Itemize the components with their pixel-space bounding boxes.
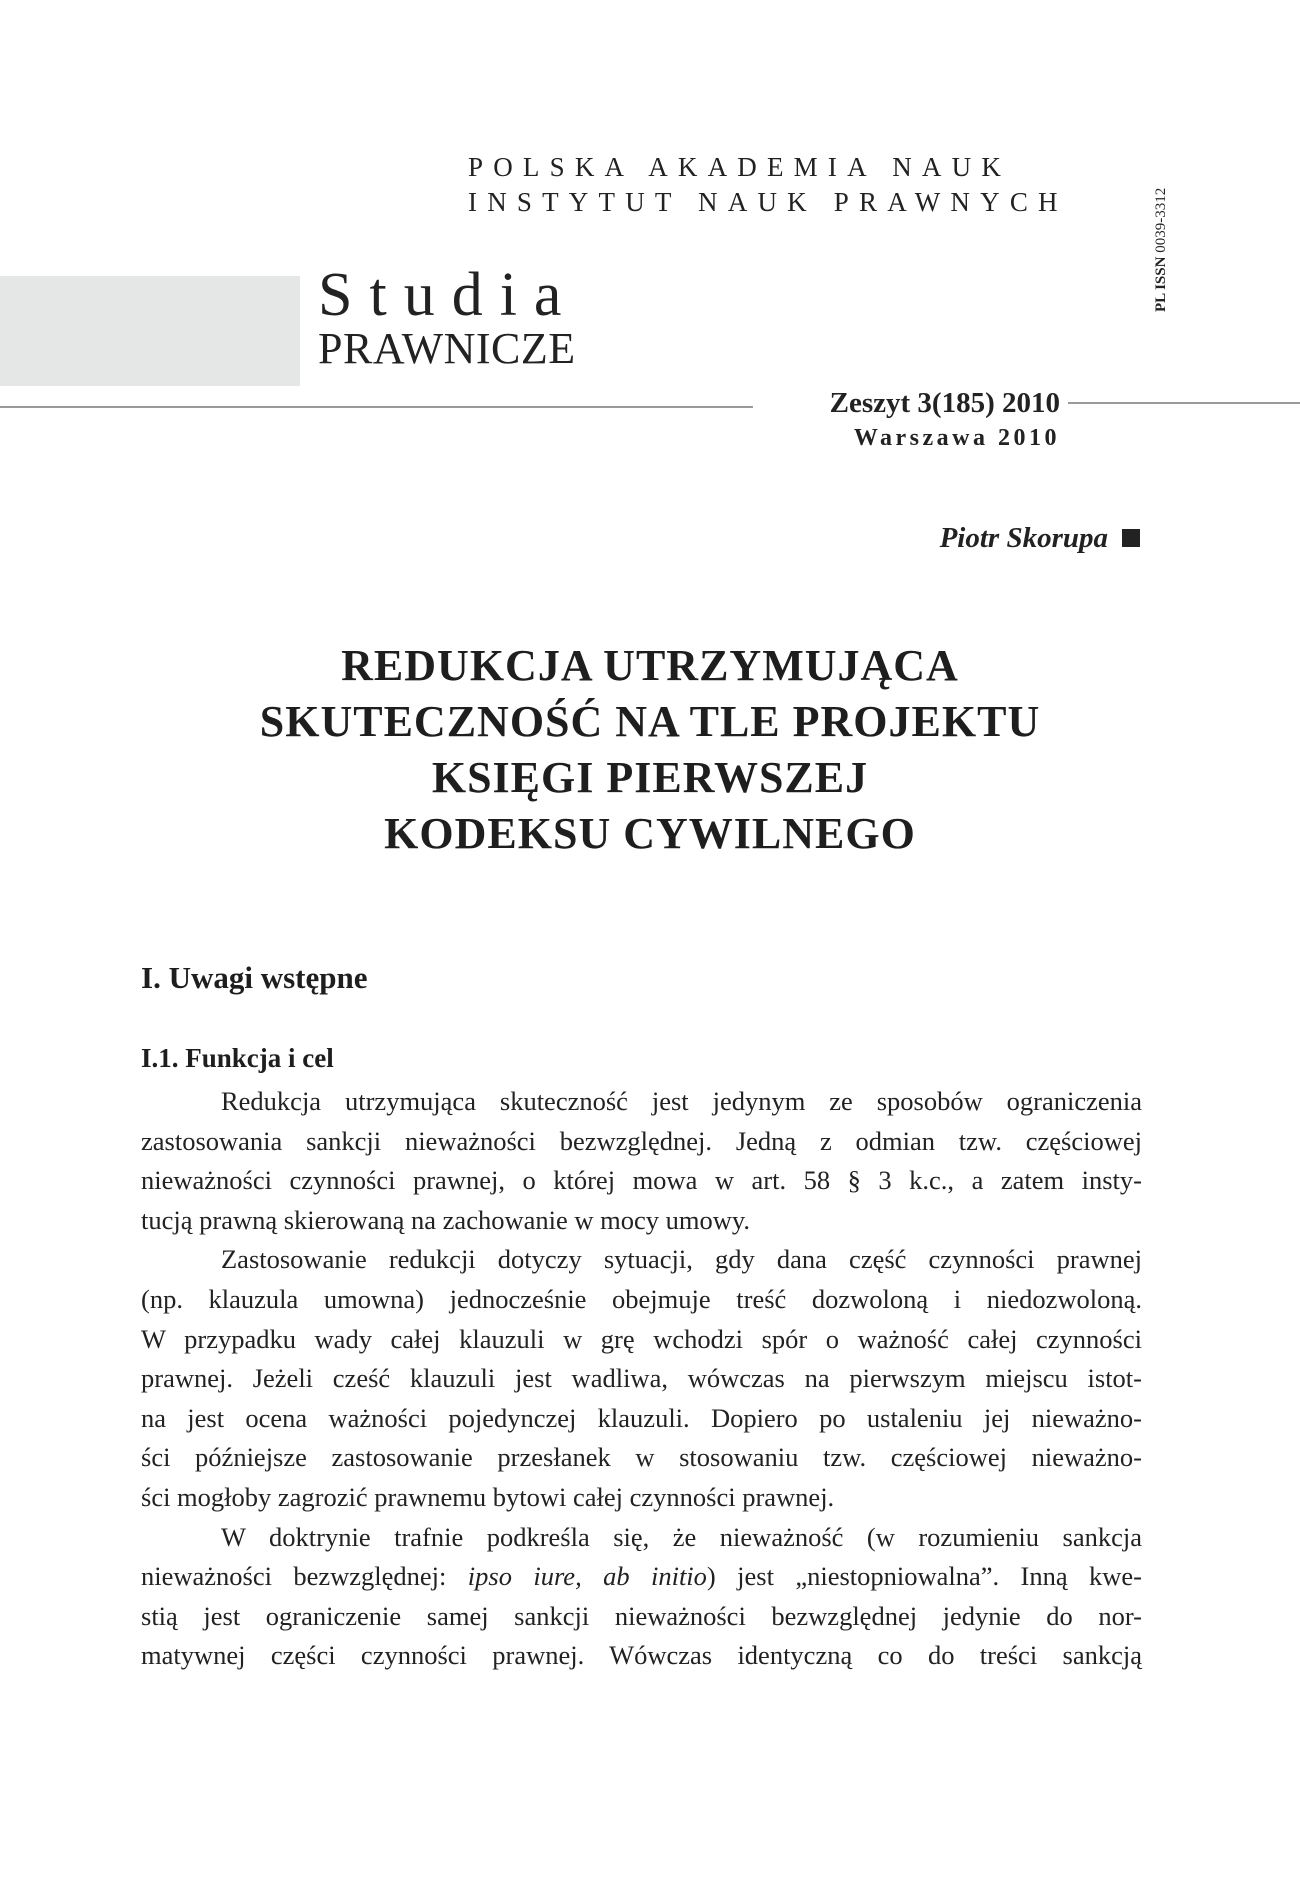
- author-name: Piotr Skorupa: [939, 522, 1108, 554]
- square-bullet-icon: [1122, 529, 1140, 547]
- body-line: Redukcja utrzymująca skuteczność jest jedynym ze sposobów ograniczenia: [221, 1086, 1142, 1116]
- issn-number: 0039-3312: [1153, 187, 1169, 253]
- body-text-segment: ) jest „niestopniowalna”. Inną kwe-: [706, 1561, 1142, 1592]
- place-year: Warszawa 2010: [853, 425, 1060, 451]
- publisher-line-academy: POLSKA AKADEMIA NAUK: [468, 152, 1012, 182]
- body-line: na jest ocena ważności pojedynczej klauzuli. Dopiero po ustaleniu jej nieważno-: [141, 1402, 1142, 1433]
- body-line: ści mogłoby zagrozić prawnemu bytowi całej czynności prawnej.: [141, 1481, 835, 1512]
- body-line: nieważności czynności prawnej, o której mowa w art. 58 § 3 k.c., a zatem insty-: [141, 1165, 1142, 1196]
- body-line: zastosowania sankcji nieważności bezwzględnej. Jedną z odmian tzw. częściowej: [141, 1125, 1142, 1156]
- article-title: [140, 638, 1160, 862]
- publisher-line-institute: INSTYTUT NAUK PRAWNYCH: [468, 187, 1068, 217]
- header-rule-right: [1068, 402, 1300, 404]
- title-line: KSIĘGI PIERWSZEJ: [431, 753, 869, 802]
- article-body: [141, 1082, 1142, 1676]
- body-line: tucją prawną skierowaną na zachowanie w mocy umowy.: [141, 1204, 751, 1235]
- author: [760, 518, 1140, 558]
- header-rule-left: [0, 406, 753, 408]
- issue-number: Zeszyt 3(185) 2010: [829, 387, 1060, 419]
- journal-subtitle: PRAWNICZE: [318, 324, 576, 373]
- title-line: KODEKSU CYWILNEGO: [384, 809, 916, 858]
- latin-phrase: ipso iure, ab initio: [467, 1561, 707, 1592]
- body-line: Zastosowanie redukcji dotyczy sytuacji, gdy dana część czynności prawnej: [221, 1244, 1142, 1275]
- body-text-segment: nieważności bezwzględnej:: [141, 1561, 468, 1592]
- title-line: REDUKCJA UTRZYMUJĄCA: [341, 641, 959, 690]
- body-line: W doktrynie trafnie podkreśla się, że nieważność (w rozumieniu sankcja: [221, 1521, 1142, 1552]
- body-line-with-italic: [141, 1557, 1142, 1597]
- body-line: W przypadku wady całej klauzuli w grę wchodzi spór o ważność całej czynności: [141, 1323, 1142, 1354]
- body-line: matywnej części czynności prawnej. Wówczas identyczną co do treści sankcją: [141, 1640, 1142, 1671]
- section-heading: I. Uwagi wstępne: [141, 960, 368, 995]
- title-line: SKUTECZNOŚĆ NA TLE PROJEKTU: [259, 697, 1041, 746]
- publisher-name: [468, 150, 1068, 220]
- body-line: prawnej. Jeżeli cześć klauzuli jest wadliwa, wówczas na pierwszym miejscu istot-: [141, 1363, 1142, 1394]
- body-line: stią jest ograniczenie samej sankcji nieważności bezwzględnej jedynie do nor-: [141, 1600, 1142, 1631]
- issn-text: PL ISSN 0039-3312: [1153, 187, 1169, 312]
- journal-name: Studia: [318, 261, 579, 329]
- subsection-heading: I.1. Funkcja i cel: [141, 1043, 334, 1073]
- body-line: (np. klauzula umowna) jednocześnie obejmuje treść dozwoloną i niedozwoloną.: [141, 1283, 1142, 1314]
- journal-logo-block: [0, 276, 300, 386]
- issn-vertical: [1150, 160, 1180, 330]
- body-line: ści późniejsze zastosowanie przesłanek w stosowaniu tzw. częściowej nieważno-: [141, 1442, 1142, 1473]
